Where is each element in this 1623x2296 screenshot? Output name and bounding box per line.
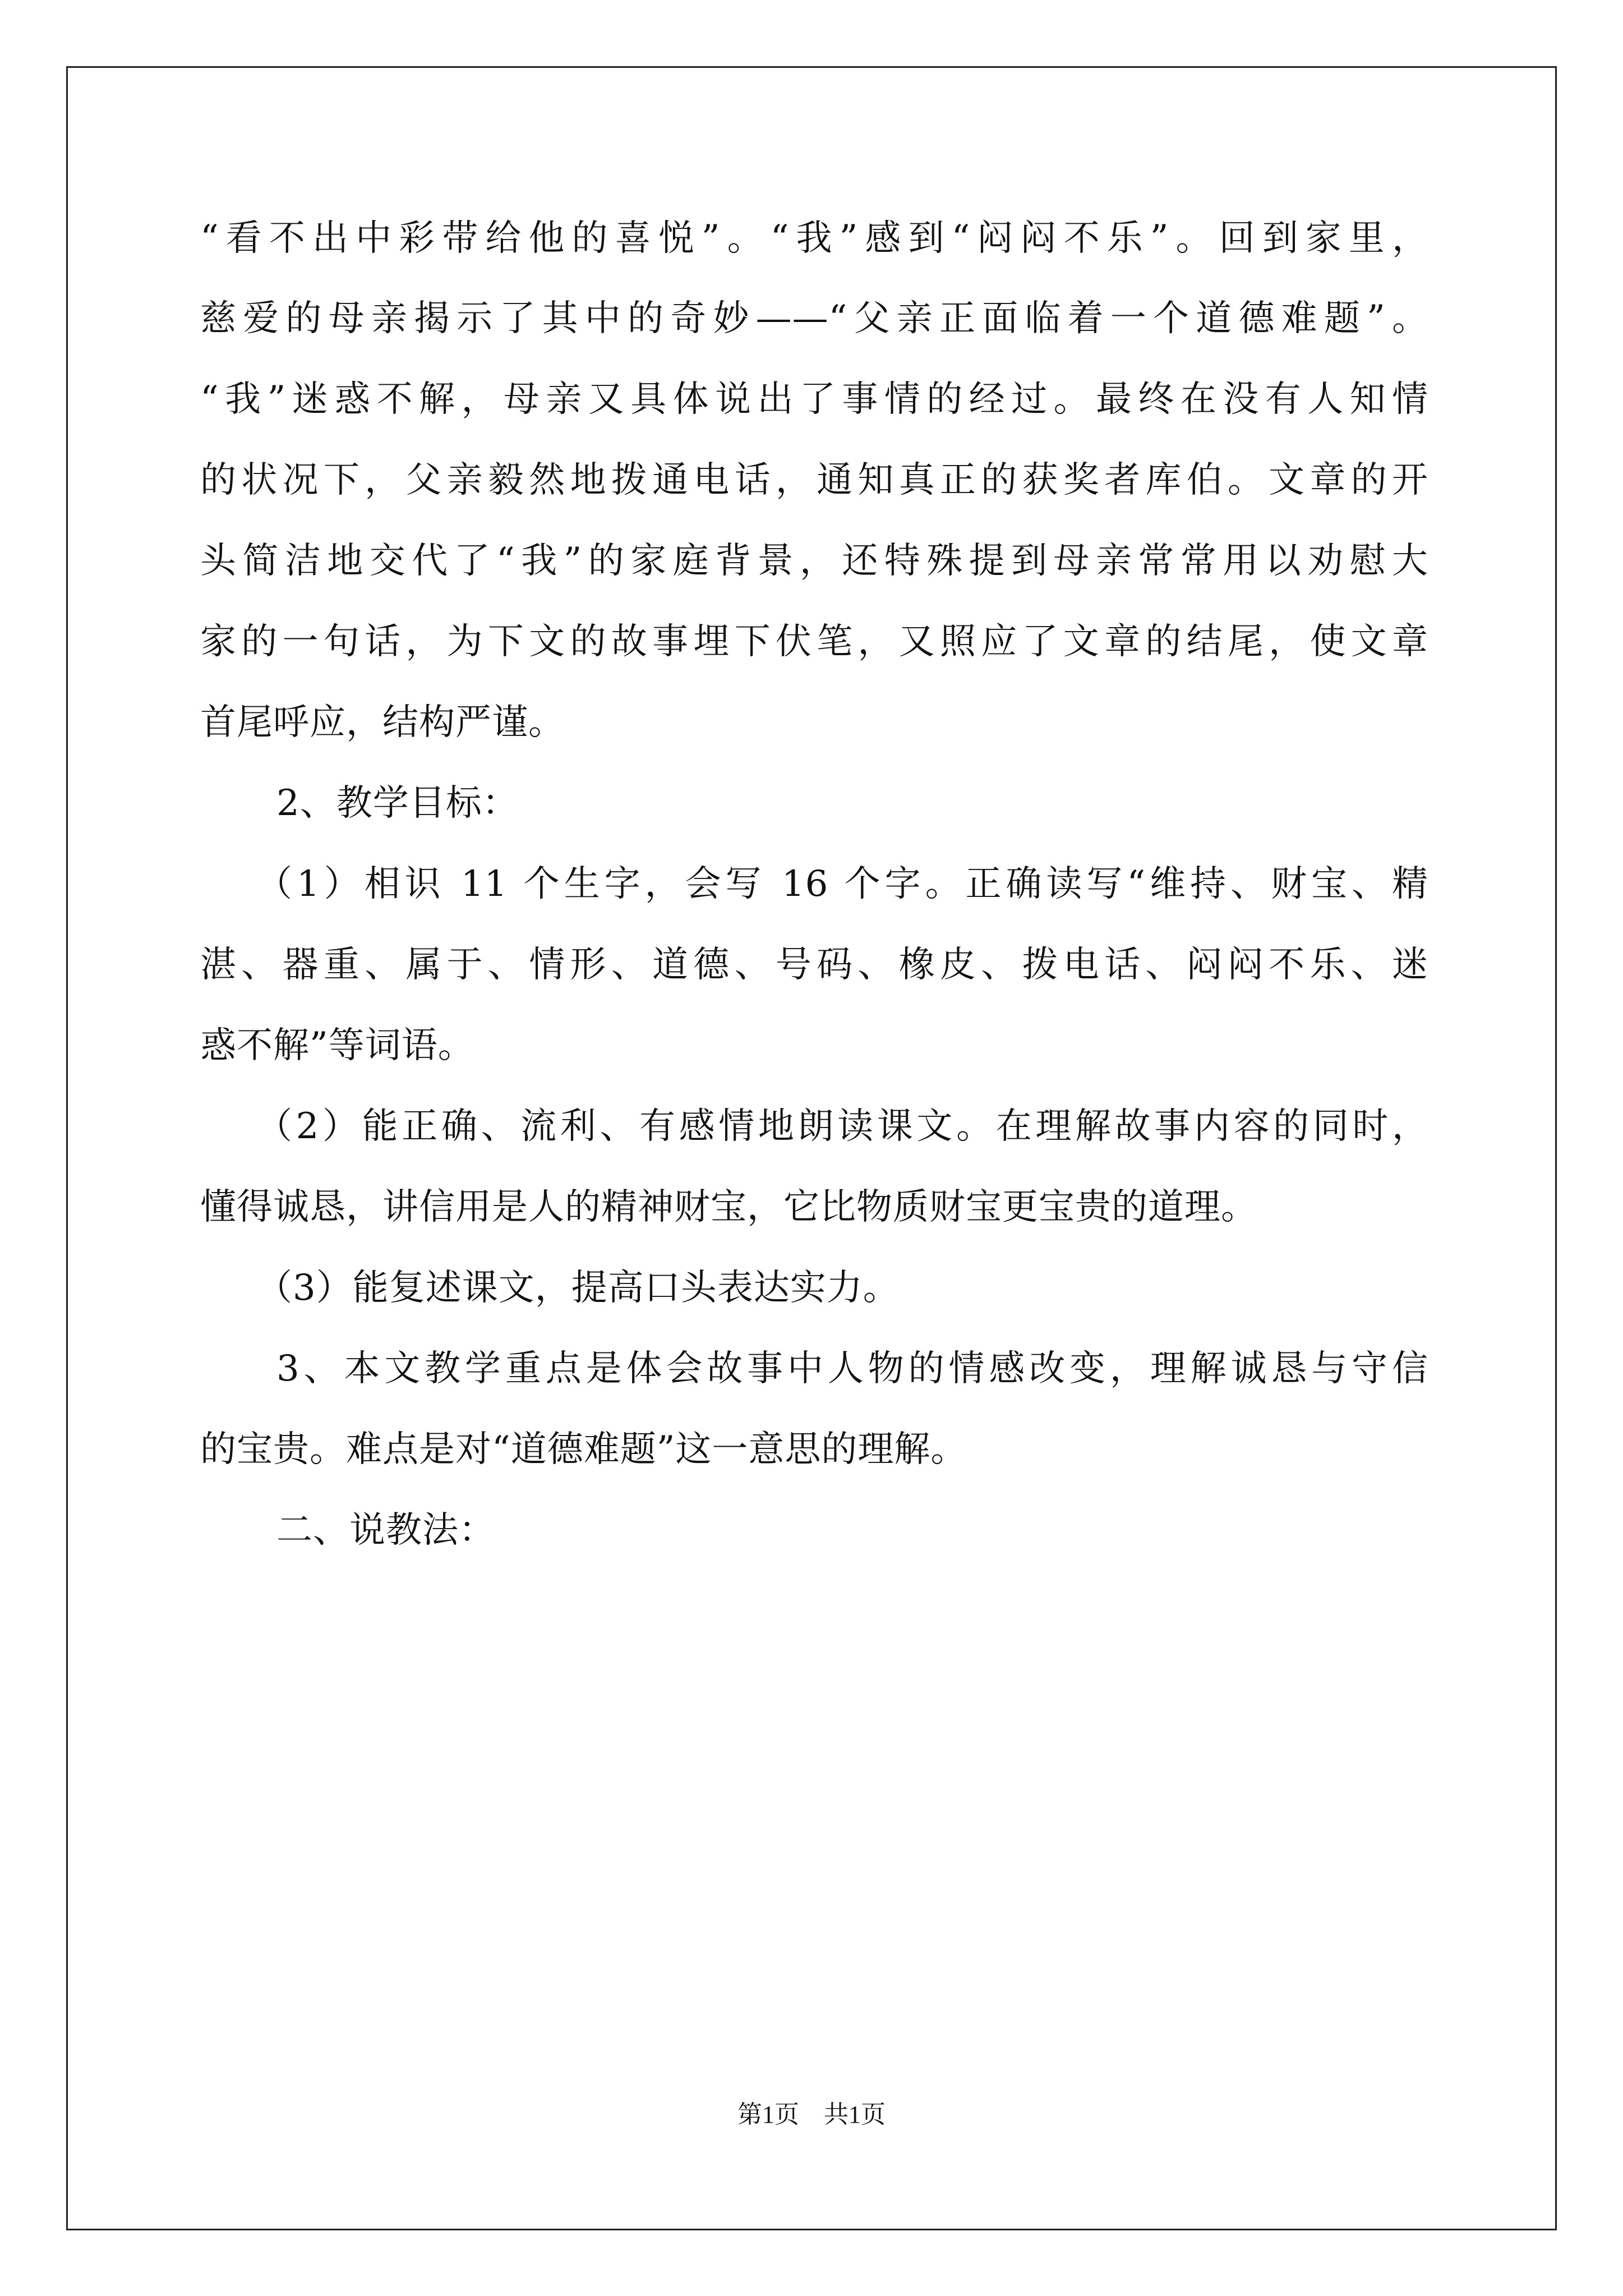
- paragraph-line: “看不出中彩带给他的喜悦”。“我”感到“闷闷不乐”。回到家里，: [200, 218, 1428, 259]
- paragraph-line: （1）相识 11 个生字，会写 16 个字。正确读写“维持、财宝、精: [256, 863, 1428, 905]
- section-heading: 二、说教法：: [276, 1510, 495, 1551]
- paragraph-line: 的宝贵。难点是对“道德难题”这一意思的理解。: [200, 1429, 967, 1470]
- paragraph-line: 头简洁地交代了“我”的家庭背景，还特殊提到母亲常常用以劝慰大: [200, 540, 1428, 582]
- paragraph-line: 的状况下，父亲毅然地拨通电话，通知真正的获奖者库伯。文章的开: [200, 459, 1428, 501]
- paragraph-line: 懂得诚恳，讲信用是人的精神财宝，它比物质财宝更宝贵的道理。: [200, 1186, 1257, 1228]
- paragraph-line: 3、本文教学重点是体会故事中人物的情感改变，理解诚恳与守信: [276, 1348, 1428, 1389]
- section-heading: 2、教学目标：: [276, 783, 519, 824]
- paragraph-line: 首尾呼应，结构严谨。: [200, 702, 565, 743]
- paragraph-line: “我”迷惑不解，母亲又具体说出了事情的经过。最终在没有人知情: [200, 379, 1428, 420]
- page-number-footer: 第1页 共1页: [737, 2101, 886, 2128]
- paragraph-line: （3）能复述课文，提高口头表达实力。: [256, 1267, 900, 1309]
- paragraph-line: （2）能正确、流利、有感情地朗读课文。在理解故事内容的同时，: [256, 1106, 1428, 1147]
- paragraph-line: 惑不解”等词语。: [200, 1025, 474, 1066]
- paragraph-line: 家的一句话，为下文的故事埋下伏笔，又照应了文章的结尾，使文章: [200, 621, 1428, 662]
- paragraph-line: 湛、器重、属于、情形、道德、号码、橡皮、拨电话、闷闷不乐、迷: [200, 944, 1428, 986]
- paragraph-line: 慈爱的母亲揭示了其中的奇妙——“父亲正面临着一个道德难题”。: [200, 298, 1428, 339]
